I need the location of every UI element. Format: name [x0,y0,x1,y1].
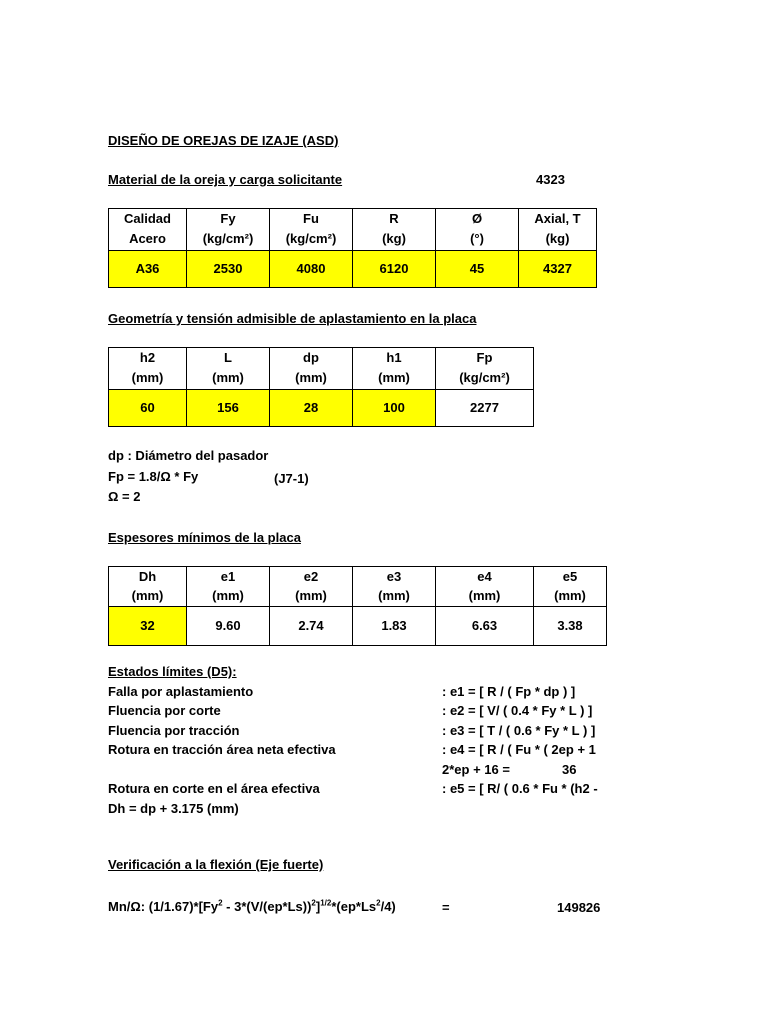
table-header-cell: e2 [270,567,353,587]
table-header-cell: h2 [109,348,187,368]
material-table [108,208,597,288]
table-unit-cell: (kg) [519,229,597,251]
table-unit-cell: Acero [109,229,187,251]
limit-formula: : e3 = [ T / ( 0.6 * Fy * L ) ] [442,723,596,738]
table-value-cell: 32 [109,607,187,646]
geometry-table [108,347,534,427]
limit-label: Rotura en corte en el área efectiva [108,781,320,796]
table-unit-cell: (mm) [109,587,187,607]
table-value-cell: A36 [109,251,187,288]
limit-formula: : e1 = [ R / ( Fp * dp ) ] [442,684,576,699]
table-unit-cell: (kg/cm²) [436,368,534,390]
table-unit-cell: (mm) [436,587,534,607]
limit-formula: : e2 = [ V/ ( 0.4 * Fy * L ) ] [442,703,593,718]
flexion-formula: Mn/Ω: $(1/1.67)*[Fy^2 - 3*(V/(ep*Ls))^2]^{1/2}*(ep*Ls^2/4)$ [108,898,396,914]
table-header-cell: L [187,348,270,368]
table-unit-cell: (kg/cm²) [270,229,353,251]
table-header-cell: e5 [534,567,607,587]
table-value-cell: 3.38 [534,607,607,646]
ep-label: 2*ep + 16 = [442,762,510,777]
table-value-cell: 2.74 [270,607,353,646]
table-value-cell: 4080 [270,251,353,288]
thickness-table [108,566,607,646]
table-unit-cell: (mm) [109,368,187,390]
table-header-cell: Axial, T [519,209,597,229]
table-unit-cell: (°) [436,229,519,251]
table-header-cell: Dh [109,567,187,587]
table-value-cell: 2530 [187,251,270,288]
table-unit-cell: (mm) [353,587,436,607]
table-unit-cell: (mm) [270,587,353,607]
table-header-cell: e3 [353,567,436,587]
ep-value: 36 [562,762,577,777]
table-unit-cell: (mm) [353,368,436,390]
table-value-cell: 1.83 [353,607,436,646]
limit-label: Falla por aplastamiento [108,684,254,699]
note-dp: dp : Diámetro del pasador [108,448,269,463]
table-value-cell: 6120 [353,251,436,288]
table-header-cell: Calidad [109,209,187,229]
flexion-value: 149826 [557,900,601,915]
note-fp: Fp = 1.8/Ω * Fy [108,469,199,484]
table-unit-cell: (mm) [270,368,353,390]
table-value-cell: 6.63 [436,607,534,646]
limit-label: Dh = dp + 3.175 (mm) [108,801,239,816]
table-value-cell: 60 [109,390,187,427]
table-header-cell: e4 [436,567,534,587]
material-heading: Material de la oreja y carga solicitante [108,172,343,187]
table-value-cell: 4327 [519,251,597,288]
table-value-cell: 2277 [436,390,534,427]
geometry-heading: Geometría y tensión admisible de aplastamiento en la placa [108,311,477,326]
table-unit-cell: (mm) [534,587,607,607]
page-title: DISEÑO DE OREJAS DE IZAJE (ASD) [108,133,339,148]
note-fp-ref: (J7-1) [274,471,309,486]
table-unit-cell: (mm) [187,368,270,390]
table-header-cell: Fu [270,209,353,229]
table-header-cell: h1 [353,348,436,368]
table-header-cell: dp [270,348,353,368]
table-header-cell: e1 [187,567,270,587]
thickness-heading: Espesores mínimos de la placa [108,530,301,545]
material-value: 4323 [536,172,565,187]
table-header-cell: R [353,209,436,229]
table-unit-cell: (kg/cm²) [187,229,270,251]
table-unit-cell: (kg) [353,229,436,251]
table-unit-cell: (mm) [187,587,270,607]
table-header-cell: Fy [187,209,270,229]
limit-formula: : e5 = [ R/ ( 0.6 * Fu * (h2 - [442,781,598,796]
limits-heading: Estados límites (D5): [108,664,237,679]
limit-formula: : e4 = [ R / ( Fu * ( 2ep + 1 [442,742,596,757]
table-value-cell: 45 [436,251,519,288]
table-value-cell: 156 [187,390,270,427]
table-header-cell: Fp [436,348,534,368]
table-header-cell: Ø [436,209,519,229]
table-value-cell: 9.60 [187,607,270,646]
note-omega: Ω = 2 [108,489,141,504]
limit-label: Fluencia por tracción [108,723,240,738]
table-value-cell: 28 [270,390,353,427]
flexion-equals: = [442,900,450,915]
table-value-cell: 100 [353,390,436,427]
limit-label: Rotura en tracción área neta efectiva [108,742,336,757]
limit-label: Fluencia por corte [108,703,221,718]
flexion-heading: Verificación a la flexión (Eje fuerte) [108,857,324,872]
